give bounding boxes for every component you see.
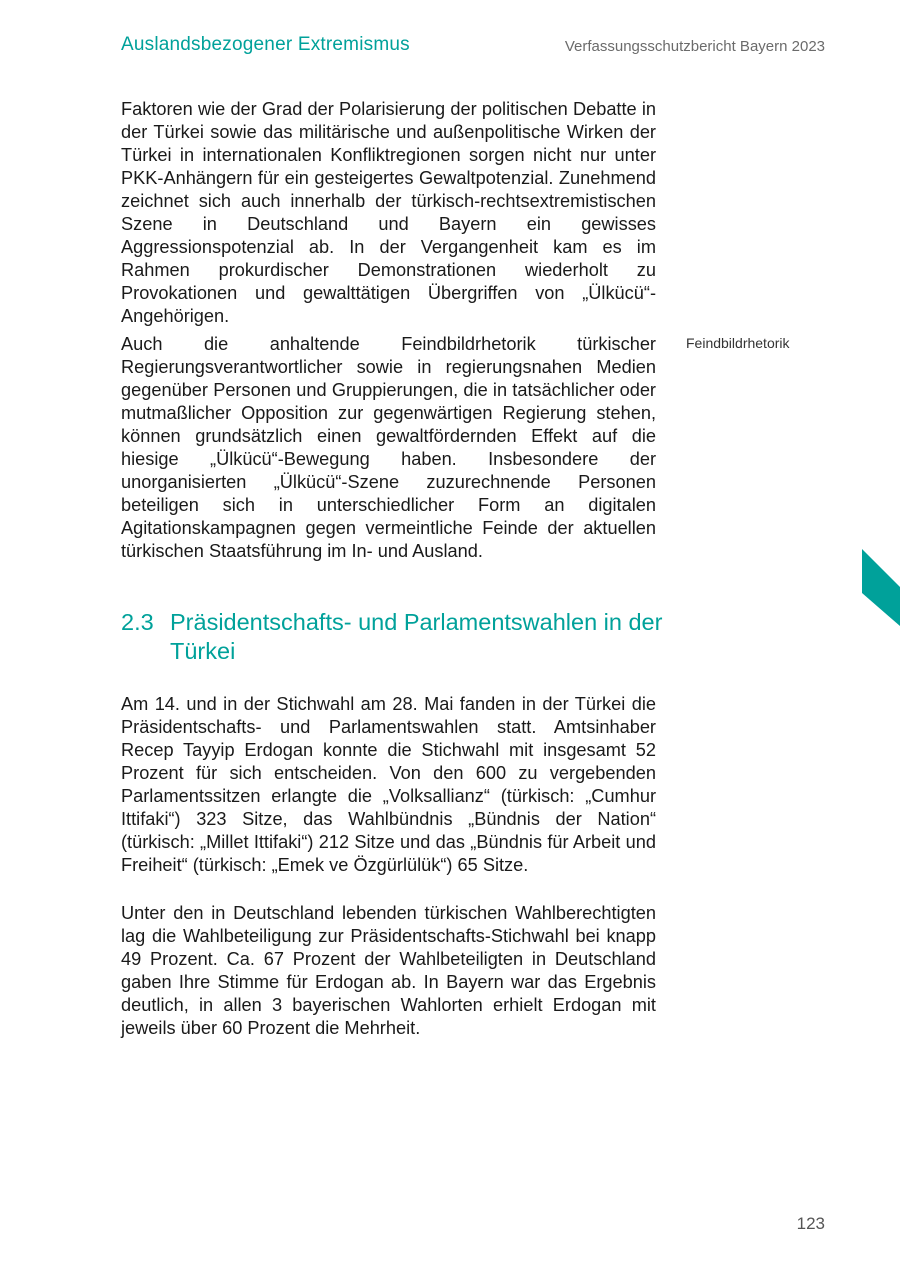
margin-note-keyword: Feindbildrhetorik — [686, 335, 790, 351]
paragraph-text: Auch die anhaltende Feindbildrhetorik türkischer Regierungsverantwortlicher sowie in regierungsnahen Medien gegenüber Personen und Gruppierungen, die in tatsächlicher oder mutmaßlicher Opposition zur gegenwärtigen Regierung stehen, können grundsätzlich einen gewaltfördernden Effekt auf die hiesige „Ülkücü“-Bewegung haben. Insbesondere der unorganisierten „Ülkücü“-Szene zuzurechnende Personen beteiligen sich in unterschiedlicher Form an digitalen Agitationskampagnen gegen vermeintliche Feinde der aktuellen türkischen Staatsführung im In- und Ausland. — [121, 334, 656, 561]
paragraph-text: Am 14. und in der Stichwahl am 28. Mai fanden in der Türkei die Präsidentschafts- und Parlamentswahlen statt. Amtsinhaber Recep Tayyip Erdogan konnte die Stichwahl mit insgesamt 52 Prozent für sich entscheiden. Von den 600 zu vergebenden Parlamentssitzen erlangte die „Volksallianz“ (türkisch: „Cumhur Ittifaki“) 323 Sitze, das Wahlbündnis „Bündnis der Nation“ (türkisch: „Millet Ittifaki“) 212 Sitze und das „Bündnis für Arbeit und Freiheit“ (türkisch: „Emek ve Özgürlülük“) 65 Sitze. — [121, 694, 656, 875]
body-paragraph-4 — [121, 902, 656, 1040]
chapter-tab-marker — [862, 549, 900, 626]
section-number: 2.3 — [121, 609, 154, 635]
body-paragraph-1 — [121, 98, 656, 328]
section-title: Präsidentschafts- und Parlamentswahlen in der Türkei — [170, 609, 663, 664]
paragraph-text: Unter den in Deutschland lebenden türkischen Wahlberechtigten lag die Wahlbeteiligung zur Präsidentschafts-Stichwahl bei knapp 49 Prozent. Ca. 67 Prozent der Wahlbeteiligten in Deutschland gaben Ihre Stimme für Erdogan ab. In Bayern war das Ergebnis deutlich, in allen 3 bayerischen Wahlorten erhielt Erdogan mit jeweils über 60 Prozent die Mehrheit. — [121, 903, 656, 1038]
paragraph-text: Faktoren wie der Grad der Polarisierung der politischen Debatte in der Türkei sowie das militärische und außenpolitische Wirken der Türkei in internationalen Konfliktregionen sorgen nicht nur unter PKK-Anhängern für ein gesteigertes Gewaltpotenzial. Zunehmend zeichnet sich auch innerhalb der türkisch-rechtsextremistischen Szene in Deutschland und Bayern ein gewisses Aggressionspotenzial ab. In der Vergangenheit kam es im Rahmen prokurdischer Demonstrationen wiederholt zu Provokationen und gewalttätigen Übergriffen von „Ülkücü“-Angehörigen. — [121, 99, 656, 326]
running-header-report-title: Verfassungsschutzbericht Bayern 2023 — [564, 38, 825, 55]
page-number: 123 — [796, 1214, 825, 1233]
running-header-section: Auslandsbezogener Extremismus — [121, 34, 410, 55]
chapter-tab-shape — [862, 549, 900, 626]
body-paragraph-3 — [121, 693, 656, 877]
section-heading — [121, 608, 681, 666]
body-paragraph-2 — [121, 333, 656, 563]
